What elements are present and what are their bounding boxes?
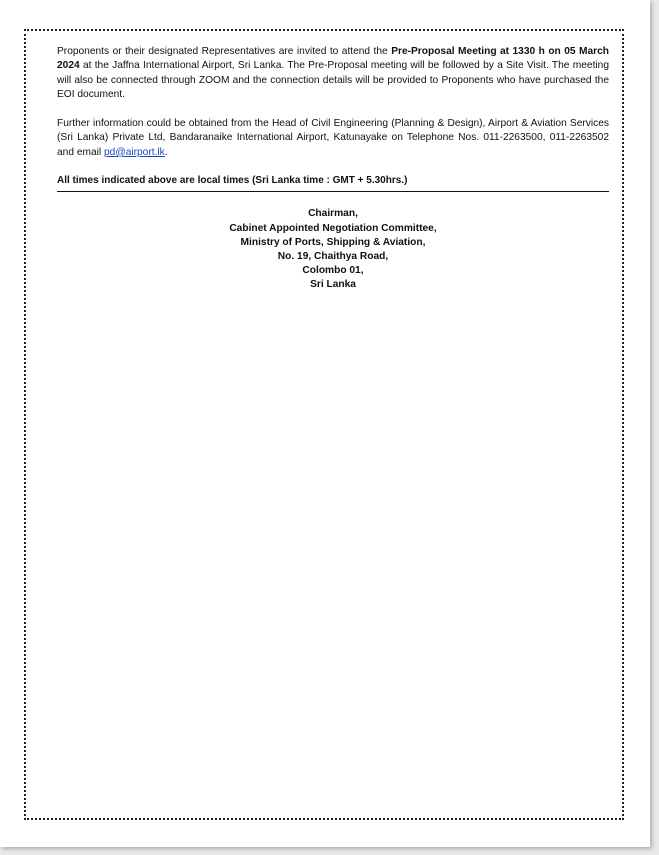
signature-block: [57, 207, 609, 292]
meeting-time-highlight: Pre-Proposal Meeting at 1330 h on 05 March 2024: [57, 46, 610, 72]
signature-line: Ministry of Ports, Shipping & Aviation,: [240, 236, 426, 248]
signature-line: Sri Lanka: [310, 279, 356, 291]
local-time-note: All times indicated above are local times (Sri Lanka time : GMT + 5.30hrs.): [57, 174, 609, 192]
signature-line: No. 19, Chaithya Road,: [277, 250, 389, 262]
paragraph2-text-end: .: [164, 146, 168, 158]
paragraph1-text-start: Proponents or their designated Representatives are invited to attend the: [57, 46, 392, 57]
further-info-paragraph: [57, 117, 609, 160]
signature-line: Chairman,: [308, 208, 358, 220]
paragraph1-text-end: at the Jaffna International Airport, Sri Lanka. The Pre-Proposal meeting will be followed by a Site Visit. The meeting will also be connected through ZOOM and the connection details will be provided to Proponents who have purchased the EOI document.: [57, 60, 609, 100]
pre-proposal-paragraph: [57, 45, 609, 102]
email-link[interactable]: pd@airport.lk: [104, 146, 165, 158]
signature-line: Cabinet Appointed Negotiation Committee,: [229, 222, 437, 234]
paragraph2-text-start: Further information could be obtained from the Head of Civil Engineering (Planning & Design), Airport & Aviation Services (Sri Lanka) Private Ltd, Bandaranaike International Airport, Katunayake on Telephone Nos. 011-2263500, 011-2263502 and email: [57, 118, 609, 158]
signature-line: Colombo 01,: [302, 265, 364, 277]
document-body: [57, 45, 609, 293]
